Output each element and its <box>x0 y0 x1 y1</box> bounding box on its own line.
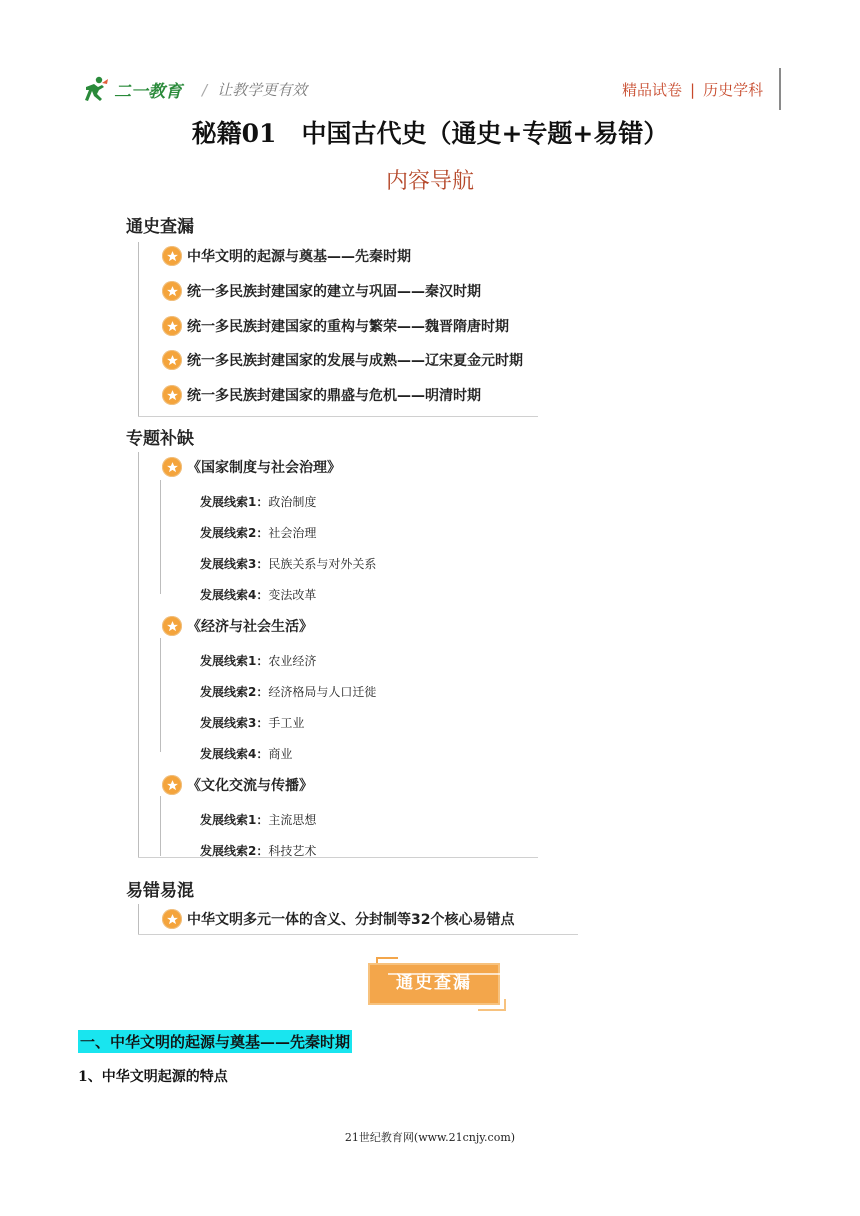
header-subject: 精品试卷 | 历史学科 <box>622 81 764 99</box>
toc-item[interactable] <box>162 246 411 266</box>
toc-divider <box>138 934 578 935</box>
toc-subitem[interactable] <box>200 842 316 859</box>
subitem-value: 商业 <box>268 747 293 761</box>
toc-group-title[interactable] <box>162 775 313 795</box>
star-icon <box>162 457 182 477</box>
toc-item-label: 中华文明多元一体的含义、分封制等32个核心易错点 <box>187 912 515 928</box>
subitem-label: 发展线索3： <box>200 557 269 571</box>
toc-subitem[interactable] <box>200 586 316 603</box>
subitem-value: 经济格局与人口迁徙 <box>268 685 377 699</box>
toc-group-label: 《经济与社会生活》 <box>187 619 313 635</box>
subitem-value: 社会治理 <box>268 526 317 540</box>
star-icon <box>162 316 182 336</box>
toc-section-heading: 通史查漏 <box>126 217 194 237</box>
toc-tree-line <box>160 638 161 752</box>
toc-subitem[interactable] <box>200 811 316 828</box>
toc-section-heading: 易错易混 <box>126 881 194 901</box>
sub-heading: 1、中华文明起源的特点 <box>78 1069 228 1085</box>
subitem-label: 发展线索2： <box>200 685 269 699</box>
slogan-text: 让教学更有效 <box>217 81 308 99</box>
logo-text: 二一教育 <box>114 81 182 102</box>
header-right-left: 精品试卷 <box>622 81 683 99</box>
toc-item[interactable] <box>162 909 514 929</box>
toc-divider <box>138 857 538 858</box>
header-divider-vertical <box>779 68 781 110</box>
toc-subitem[interactable] <box>200 683 376 700</box>
subitem-value: 科技艺术 <box>268 844 317 858</box>
toc-group-title[interactable] <box>162 457 341 477</box>
content-nav-title: 内容导航 <box>385 169 474 194</box>
toc-subitem[interactable] <box>200 555 376 572</box>
toc-item[interactable] <box>162 350 523 370</box>
toc-item-label: 中华文明的起源与奠基——先秦时期 <box>187 249 411 265</box>
star-icon <box>162 616 182 636</box>
subitem-label: 发展线索1： <box>200 495 269 509</box>
toc-subitem[interactable] <box>200 493 316 510</box>
star-icon <box>162 909 182 929</box>
toc-group-label: 《文化交流与传播》 <box>187 778 313 794</box>
subitem-value: 主流思想 <box>268 813 317 827</box>
subitem-label: 发展线索1： <box>200 654 269 668</box>
toc-item-label: 统一多民族封建国家的建立与巩固——秦汉时期 <box>187 284 481 300</box>
brand-logo <box>80 74 192 104</box>
star-icon <box>162 281 182 301</box>
subitem-value: 民族关系与对外关系 <box>268 557 377 571</box>
subitem-label: 发展线索1： <box>200 813 269 827</box>
subitem-value: 农业经济 <box>268 654 317 668</box>
toc-tree-line <box>138 904 139 934</box>
subitem-label: 发展线索2： <box>200 526 269 540</box>
subitem-label: 发展线索2： <box>200 844 269 858</box>
subitem-label: 发展线索4： <box>200 588 269 602</box>
section-banner-button[interactable] <box>368 957 506 1011</box>
toc-item-label: 统一多民族封建国家的鼎盛与危机——明清时期 <box>187 388 481 404</box>
subitem-value: 变法改革 <box>268 588 317 602</box>
star-icon <box>162 385 182 405</box>
toc-subitem[interactable] <box>200 714 304 731</box>
header-slogan: / 让教学更有效 <box>202 81 308 99</box>
toc-tree-line <box>138 452 139 857</box>
toc-item[interactable] <box>162 281 481 301</box>
toc-tree-line <box>160 480 161 594</box>
toc-subitem[interactable] <box>200 652 316 669</box>
toc-section-heading: 专题补缺 <box>126 429 194 449</box>
toc-item[interactable] <box>162 316 509 336</box>
subitem-value: 手工业 <box>268 716 305 730</box>
subitem-label: 发展线索4： <box>200 747 269 761</box>
subitem-value: 政治制度 <box>268 495 317 509</box>
toc-item-label: 统一多民族封建国家的重构与繁荣——魏晋隋唐时期 <box>187 319 509 335</box>
toc-group-title[interactable] <box>162 616 313 636</box>
toc-item-label: 统一多民族封建国家的发展与成熟——辽宋夏金元时期 <box>187 353 523 369</box>
subitem-label: 发展线索3： <box>200 716 269 730</box>
toc-tree-line <box>138 242 139 417</box>
section-heading: 一、中华文明的起源与奠基——先秦时期 <box>78 1030 352 1053</box>
document-title: 秘籍01 中国古代史（通史+专题+易错） <box>191 119 669 148</box>
star-icon <box>162 246 182 266</box>
toc-divider <box>138 416 538 417</box>
star-icon <box>162 350 182 370</box>
toc-tree-line <box>160 796 161 856</box>
star-icon <box>162 775 182 795</box>
table-of-contents <box>126 206 586 936</box>
header-right-right: 历史学科 <box>703 81 764 99</box>
toc-subitem[interactable] <box>200 524 316 541</box>
running-man-icon <box>80 75 110 103</box>
page-footer: 21世纪教育网(www.21cnjy.com) <box>344 1131 516 1144</box>
toc-subitem[interactable] <box>200 745 292 762</box>
toc-item[interactable] <box>162 385 481 405</box>
banner-label: 通史查漏 <box>396 973 472 993</box>
toc-group-label: 《国家制度与社会治理》 <box>187 460 341 476</box>
